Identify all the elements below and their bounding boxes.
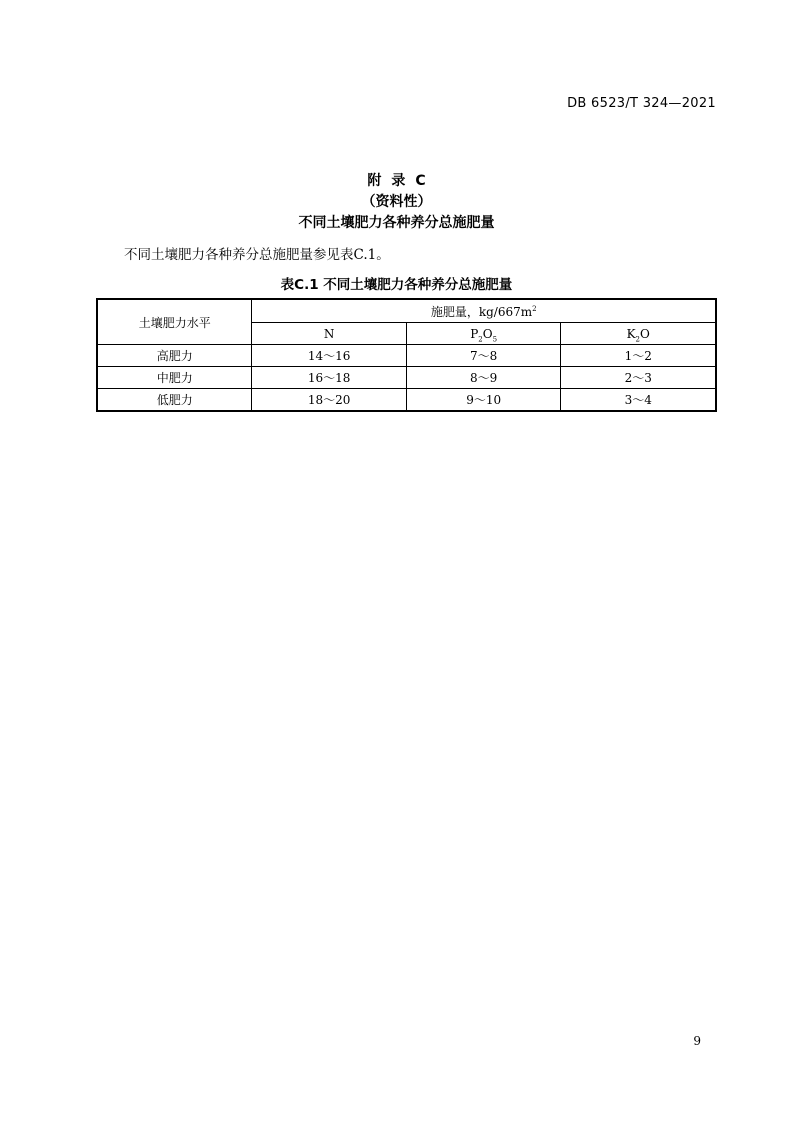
- p2o5-value-cell: 8～9: [406, 367, 561, 389]
- p2o5-value-cell: 7～8: [406, 345, 561, 367]
- fertility-level-cell: 低肥力: [97, 389, 252, 412]
- column-header-subscript: 2: [478, 334, 483, 343]
- column-header-subscript: 2: [635, 334, 641, 343]
- fertility-level-cell: 中肥力: [97, 367, 252, 389]
- fertility-level-cell: 高肥力: [97, 345, 252, 367]
- n-value-cell: 16～18: [252, 367, 406, 389]
- table-row: [97, 367, 716, 389]
- k2o-value-cell: 3～4: [561, 389, 716, 412]
- appendix-nature: （资料性）: [361, 194, 432, 210]
- fertilizer-table: [96, 298, 717, 412]
- column-header-tail: O: [640, 326, 650, 341]
- table-caption: 表C.1 不同土壤肥力各种养分总施肥量: [280, 277, 513, 293]
- appendix-title: 附录C: [367, 173, 436, 189]
- group-header-cell: [252, 299, 716, 323]
- column-header-k2o: [561, 323, 716, 345]
- column-header-label: N: [323, 326, 335, 341]
- column-header-tail-subscript: 5: [492, 334, 498, 343]
- k2o-value-cell: 2～3: [561, 367, 716, 389]
- n-value-cell: 14～16: [252, 345, 406, 367]
- table-row: [97, 345, 716, 367]
- p2o5-value-cell: 9～10: [406, 389, 561, 412]
- page-number: 9: [693, 1034, 701, 1048]
- appendix-subject: 不同土壤肥力各种养分总施肥量: [298, 215, 495, 231]
- table-row: [97, 389, 716, 412]
- row-header-cell: [97, 299, 252, 345]
- column-header-n: [252, 323, 406, 345]
- column-header-label: P: [470, 326, 479, 341]
- k2o-value-cell: 1～2: [561, 345, 716, 367]
- group-header-label: 施肥量，kg/667m: [430, 304, 533, 319]
- document-code: DB 6523/T 324—2021: [567, 96, 716, 111]
- column-header-p2o5: [406, 323, 561, 345]
- column-header-tail: O: [482, 326, 493, 341]
- intro-paragraph: 不同土壤肥力各种养分总施肥量参见表C.1。: [124, 247, 390, 263]
- group-header-unit-exponent: 2: [532, 304, 537, 313]
- column-header-label: K: [626, 326, 636, 341]
- row-header-label: 土壤肥力水平: [138, 315, 211, 330]
- n-value-cell: 18～20: [252, 389, 406, 412]
